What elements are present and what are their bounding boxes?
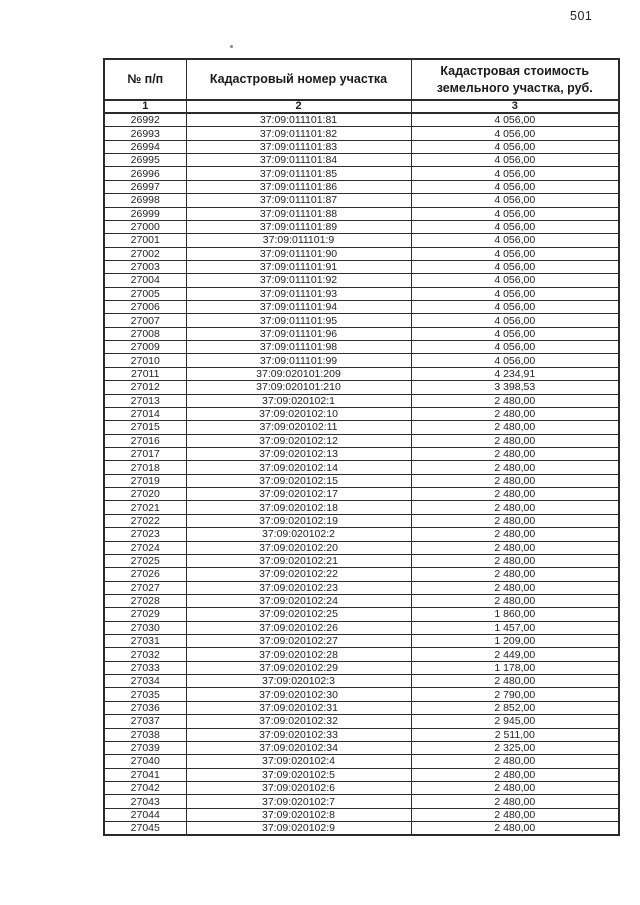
row-number-cell: 27028 [104, 594, 186, 607]
table-row [104, 354, 619, 367]
row-number-cell: 27011 [104, 367, 186, 380]
table-row [104, 581, 619, 594]
cadastral-number-cell: 37:09:020102:23 [186, 581, 411, 594]
cadastral-value-cell: 1 457,00 [411, 621, 619, 634]
cadastral-number-cell: 37:09:020102:13 [186, 447, 411, 460]
table-row [104, 394, 619, 407]
row-number-cell: 27038 [104, 728, 186, 741]
table-row [104, 608, 619, 621]
row-number-cell: 27035 [104, 688, 186, 701]
table-row [104, 514, 619, 527]
cadastral-number-cell: 37:09:020101:210 [186, 381, 411, 394]
table-row [104, 675, 619, 688]
row-number-cell: 27041 [104, 768, 186, 781]
row-number-cell: 27021 [104, 501, 186, 514]
cadastral-number-cell: 37:09:020102:15 [186, 474, 411, 487]
table-row [104, 260, 619, 273]
table-row [104, 113, 619, 127]
cadastral-value-cell: 4 234,91 [411, 367, 619, 380]
table-row [104, 795, 619, 808]
cadastral-number-cell: 37:09:011101:93 [186, 287, 411, 300]
row-number-cell: 27034 [104, 675, 186, 688]
table-row [104, 234, 619, 247]
cadastral-value-cell: 2 480,00 [411, 434, 619, 447]
cadastral-number-cell: 37:09:020102:1 [186, 394, 411, 407]
cadastral-value-cell: 4 056,00 [411, 207, 619, 220]
column-index-2: 2 [186, 100, 411, 113]
table-row [104, 728, 619, 741]
cadastral-value-cell: 2 480,00 [411, 795, 619, 808]
header-cadastral-number: Кадастровый номер участка [186, 59, 411, 100]
cadastral-value-cell: 2 852,00 [411, 701, 619, 714]
table-header [104, 59, 619, 113]
table-row [104, 434, 619, 447]
cadastral-number-cell: 37:09:020102:11 [186, 421, 411, 434]
row-number-cell: 26992 [104, 113, 186, 127]
table-row [104, 594, 619, 607]
table-row [104, 274, 619, 287]
cadastral-value-cell: 2 480,00 [411, 528, 619, 541]
cadastral-value-cell: 2 480,00 [411, 822, 619, 836]
cadastral-number-cell: 37:09:020102:25 [186, 608, 411, 621]
table-row [104, 127, 619, 140]
table-row [104, 220, 619, 233]
cadastral-number-cell: 37:09:011101:82 [186, 127, 411, 140]
cadastral-number-cell: 37:09:020102:18 [186, 501, 411, 514]
cadastral-value-cell: 3 398,53 [411, 381, 619, 394]
table-row [104, 167, 619, 180]
cadastral-number-cell: 37:09:011101:98 [186, 341, 411, 354]
cadastral-value-cell: 2 480,00 [411, 675, 619, 688]
table-row [104, 808, 619, 821]
cadastral-number-cell: 37:09:020102:32 [186, 715, 411, 728]
table-row [104, 541, 619, 554]
table-row [104, 701, 619, 714]
header-cadastral-value: Кадастровая стоимость земельного участка, руб. [411, 59, 619, 100]
table-row [104, 180, 619, 193]
table-row [104, 461, 619, 474]
cadastral-number-cell: 37:09:020102:24 [186, 594, 411, 607]
cadastral-number-cell: 37:09:020102:5 [186, 768, 411, 781]
cadastral-number-cell: 37:09:020102:30 [186, 688, 411, 701]
cadastral-number-cell: 37:09:011101:94 [186, 301, 411, 314]
table-row [104, 474, 619, 487]
table-row [104, 207, 619, 220]
cadastral-value-cell: 2 480,00 [411, 394, 619, 407]
row-number-cell: 27026 [104, 568, 186, 581]
table-row [104, 447, 619, 460]
cadastral-number-cell: 37:09:011101:81 [186, 113, 411, 127]
scan-artifact-dot [230, 45, 233, 48]
row-number-cell: 26995 [104, 154, 186, 167]
row-number-cell: 27008 [104, 327, 186, 340]
row-number-cell: 27042 [104, 781, 186, 794]
cadastral-number-cell: 37:09:020102:22 [186, 568, 411, 581]
row-number-cell: 27027 [104, 581, 186, 594]
table-row [104, 327, 619, 340]
table-body [104, 113, 619, 835]
column-index-1: 1 [104, 100, 186, 113]
row-number-cell: 27016 [104, 434, 186, 447]
cadastral-value-cell: 4 056,00 [411, 260, 619, 273]
row-number-cell: 27030 [104, 621, 186, 634]
row-number-cell: 27003 [104, 260, 186, 273]
row-number-cell: 26997 [104, 180, 186, 193]
table-row [104, 287, 619, 300]
cadastral-number-cell: 37:09:011101:85 [186, 167, 411, 180]
row-number-cell: 27040 [104, 755, 186, 768]
cadastral-number-cell: 37:09:020102:17 [186, 488, 411, 501]
table-row [104, 247, 619, 260]
cadastral-number-cell: 37:09:011101:90 [186, 247, 411, 260]
cadastral-value-cell: 2 480,00 [411, 421, 619, 434]
header-row-index: № п/п [104, 59, 186, 100]
column-index-row [104, 100, 619, 113]
cadastral-number-cell: 37:09:020101:209 [186, 367, 411, 380]
row-number-cell: 27007 [104, 314, 186, 327]
cadastral-value-cell: 2 511,00 [411, 728, 619, 741]
cadastral-number-cell: 37:09:020102:34 [186, 741, 411, 754]
row-number-cell: 27022 [104, 514, 186, 527]
cadastral-number-cell: 37:09:020102:4 [186, 755, 411, 768]
cadastral-value-cell: 4 056,00 [411, 274, 619, 287]
table-row [104, 781, 619, 794]
row-number-cell: 27044 [104, 808, 186, 821]
cadastral-value-cell: 2 945,00 [411, 715, 619, 728]
table-row [104, 688, 619, 701]
table-row [104, 741, 619, 754]
cadastral-number-cell: 37:09:020102:10 [186, 407, 411, 420]
cadastral-value-cell: 4 056,00 [411, 327, 619, 340]
cadastral-number-cell: 37:09:011101:89 [186, 220, 411, 233]
table-row [104, 421, 619, 434]
row-number-cell: 27000 [104, 220, 186, 233]
column-index-3: 3 [411, 100, 619, 113]
cadastral-number-cell: 37:09:020102:31 [186, 701, 411, 714]
row-number-cell: 27039 [104, 741, 186, 754]
row-number-cell: 27006 [104, 301, 186, 314]
row-number-cell: 27023 [104, 528, 186, 541]
cadastral-value-cell: 1 209,00 [411, 635, 619, 648]
cadastral-value-cell: 2 790,00 [411, 688, 619, 701]
row-number-cell: 27010 [104, 354, 186, 367]
table-row [104, 314, 619, 327]
table-row [104, 635, 619, 648]
cadastral-value-cell: 2 449,00 [411, 648, 619, 661]
cadastral-value-cell: 4 056,00 [411, 247, 619, 260]
table-row [104, 528, 619, 541]
cadastral-value-cell: 2 480,00 [411, 594, 619, 607]
header-row [104, 59, 619, 100]
cadastral-number-cell: 37:09:011101:9 [186, 234, 411, 247]
cadastral-number-cell: 37:09:020102:28 [186, 648, 411, 661]
table-row [104, 407, 619, 420]
row-number-cell: 27020 [104, 488, 186, 501]
cadastral-number-cell: 37:09:011101:91 [186, 260, 411, 273]
cadastral-number-cell: 37:09:011101:87 [186, 194, 411, 207]
table-row [104, 341, 619, 354]
row-number-cell: 26996 [104, 167, 186, 180]
row-number-cell: 27024 [104, 541, 186, 554]
cadastral-value-cell: 2 480,00 [411, 514, 619, 527]
cadastral-value-cell: 2 480,00 [411, 808, 619, 821]
table-row [104, 768, 619, 781]
table-row [104, 755, 619, 768]
cadastral-value-cell: 4 056,00 [411, 341, 619, 354]
row-number-cell: 27037 [104, 715, 186, 728]
cadastral-value-cell: 4 056,00 [411, 234, 619, 247]
cadastral-number-cell: 37:09:011101:86 [186, 180, 411, 193]
row-number-cell: 27036 [104, 701, 186, 714]
cadastral-number-cell: 37:09:020102:20 [186, 541, 411, 554]
cadastral-value-cell: 2 480,00 [411, 568, 619, 581]
cadastral-value-cell: 2 480,00 [411, 581, 619, 594]
cadastral-value-cell: 2 480,00 [411, 768, 619, 781]
cadastral-number-cell: 37:09:011101:99 [186, 354, 411, 367]
cadastral-number-cell: 37:09:020102:26 [186, 621, 411, 634]
cadastral-value-cell: 4 056,00 [411, 180, 619, 193]
cadastral-number-cell: 37:09:020102:19 [186, 514, 411, 527]
cadastral-value-cell: 1 178,00 [411, 661, 619, 674]
cadastral-value-cell: 4 056,00 [411, 314, 619, 327]
table-row [104, 822, 619, 836]
cadastral-number-cell: 37:09:011101:88 [186, 207, 411, 220]
row-number-cell: 27014 [104, 407, 186, 420]
row-number-cell: 26994 [104, 140, 186, 153]
cadastral-number-cell: 37:09:020102:7 [186, 795, 411, 808]
cadastral-number-cell: 37:09:011101:84 [186, 154, 411, 167]
table-row [104, 301, 619, 314]
cadastral-value-cell: 4 056,00 [411, 127, 619, 140]
cadastral-value-cell: 1 860,00 [411, 608, 619, 621]
row-number-cell: 26999 [104, 207, 186, 220]
table-row [104, 381, 619, 394]
row-number-cell: 27029 [104, 608, 186, 621]
cadastral-number-cell: 37:09:020102:33 [186, 728, 411, 741]
row-number-cell: 27045 [104, 822, 186, 836]
table-row [104, 488, 619, 501]
cadastral-value-cell: 4 056,00 [411, 354, 619, 367]
cadastral-number-cell: 37:09:011101:83 [186, 140, 411, 153]
table-row [104, 140, 619, 153]
cadastral-number-cell: 37:09:020102:3 [186, 675, 411, 688]
row-number-cell: 27001 [104, 234, 186, 247]
cadastral-number-cell: 37:09:020102:29 [186, 661, 411, 674]
row-number-cell: 27013 [104, 394, 186, 407]
cadastral-number-cell: 37:09:011101:92 [186, 274, 411, 287]
row-number-cell: 27032 [104, 648, 186, 661]
cadastral-value-cell: 2 480,00 [411, 541, 619, 554]
table-row [104, 621, 619, 634]
cadastral-number-cell: 37:09:020102:21 [186, 554, 411, 567]
cadastral-number-cell: 37:09:020102:9 [186, 822, 411, 836]
cadastral-value-cell: 4 056,00 [411, 167, 619, 180]
row-number-cell: 27005 [104, 287, 186, 300]
cadastral-value-cell: 2 480,00 [411, 755, 619, 768]
row-number-cell: 27002 [104, 247, 186, 260]
cadastral-value-cell: 4 056,00 [411, 287, 619, 300]
row-number-cell: 27004 [104, 274, 186, 287]
cadastral-number-cell: 37:09:011101:96 [186, 327, 411, 340]
cadastral-number-cell: 37:09:020102:14 [186, 461, 411, 474]
table-row [104, 194, 619, 207]
table-row [104, 715, 619, 728]
cadastral-number-cell: 37:09:011101:95 [186, 314, 411, 327]
cadastral-number-cell: 37:09:020102:12 [186, 434, 411, 447]
cadastral-value-cell: 2 480,00 [411, 501, 619, 514]
row-number-cell: 27031 [104, 635, 186, 648]
table-row [104, 661, 619, 674]
cadastral-value-cell: 2 480,00 [411, 488, 619, 501]
row-number-cell: 27009 [104, 341, 186, 354]
row-number-cell: 27015 [104, 421, 186, 434]
cadastral-value-cell: 2 480,00 [411, 447, 619, 460]
cadastral-value-cell: 2 480,00 [411, 461, 619, 474]
row-number-cell: 27025 [104, 554, 186, 567]
cadastral-value-cell: 4 056,00 [411, 194, 619, 207]
cadastral-value-cell: 2 480,00 [411, 474, 619, 487]
cadastral-value-cell: 2 480,00 [411, 781, 619, 794]
page-number: 501 [570, 9, 593, 23]
row-number-cell: 27043 [104, 795, 186, 808]
cadastral-number-cell: 37:09:020102:8 [186, 808, 411, 821]
cadastral-value-cell: 4 056,00 [411, 113, 619, 127]
table-row [104, 554, 619, 567]
table-row [104, 154, 619, 167]
cadastral-value-cell: 4 056,00 [411, 154, 619, 167]
table-row [104, 501, 619, 514]
row-number-cell: 27018 [104, 461, 186, 474]
cadastral-value-cell: 2 480,00 [411, 554, 619, 567]
cadastral-number-cell: 37:09:020102:2 [186, 528, 411, 541]
cadastral-number-cell: 37:09:020102:27 [186, 635, 411, 648]
row-number-cell: 26993 [104, 127, 186, 140]
row-number-cell: 27019 [104, 474, 186, 487]
cadastral-value-cell: 2 325,00 [411, 741, 619, 754]
row-number-cell: 27017 [104, 447, 186, 460]
cadastral-number-cell: 37:09:020102:6 [186, 781, 411, 794]
cadastral-table [103, 58, 620, 836]
table-row [104, 648, 619, 661]
cadastral-value-cell: 4 056,00 [411, 140, 619, 153]
cadastral-value-cell: 4 056,00 [411, 220, 619, 233]
row-number-cell: 27033 [104, 661, 186, 674]
cadastral-value-cell: 4 056,00 [411, 301, 619, 314]
table-row [104, 367, 619, 380]
row-number-cell: 27012 [104, 381, 186, 394]
row-number-cell: 26998 [104, 194, 186, 207]
cadastral-value-cell: 2 480,00 [411, 407, 619, 420]
table-row [104, 568, 619, 581]
